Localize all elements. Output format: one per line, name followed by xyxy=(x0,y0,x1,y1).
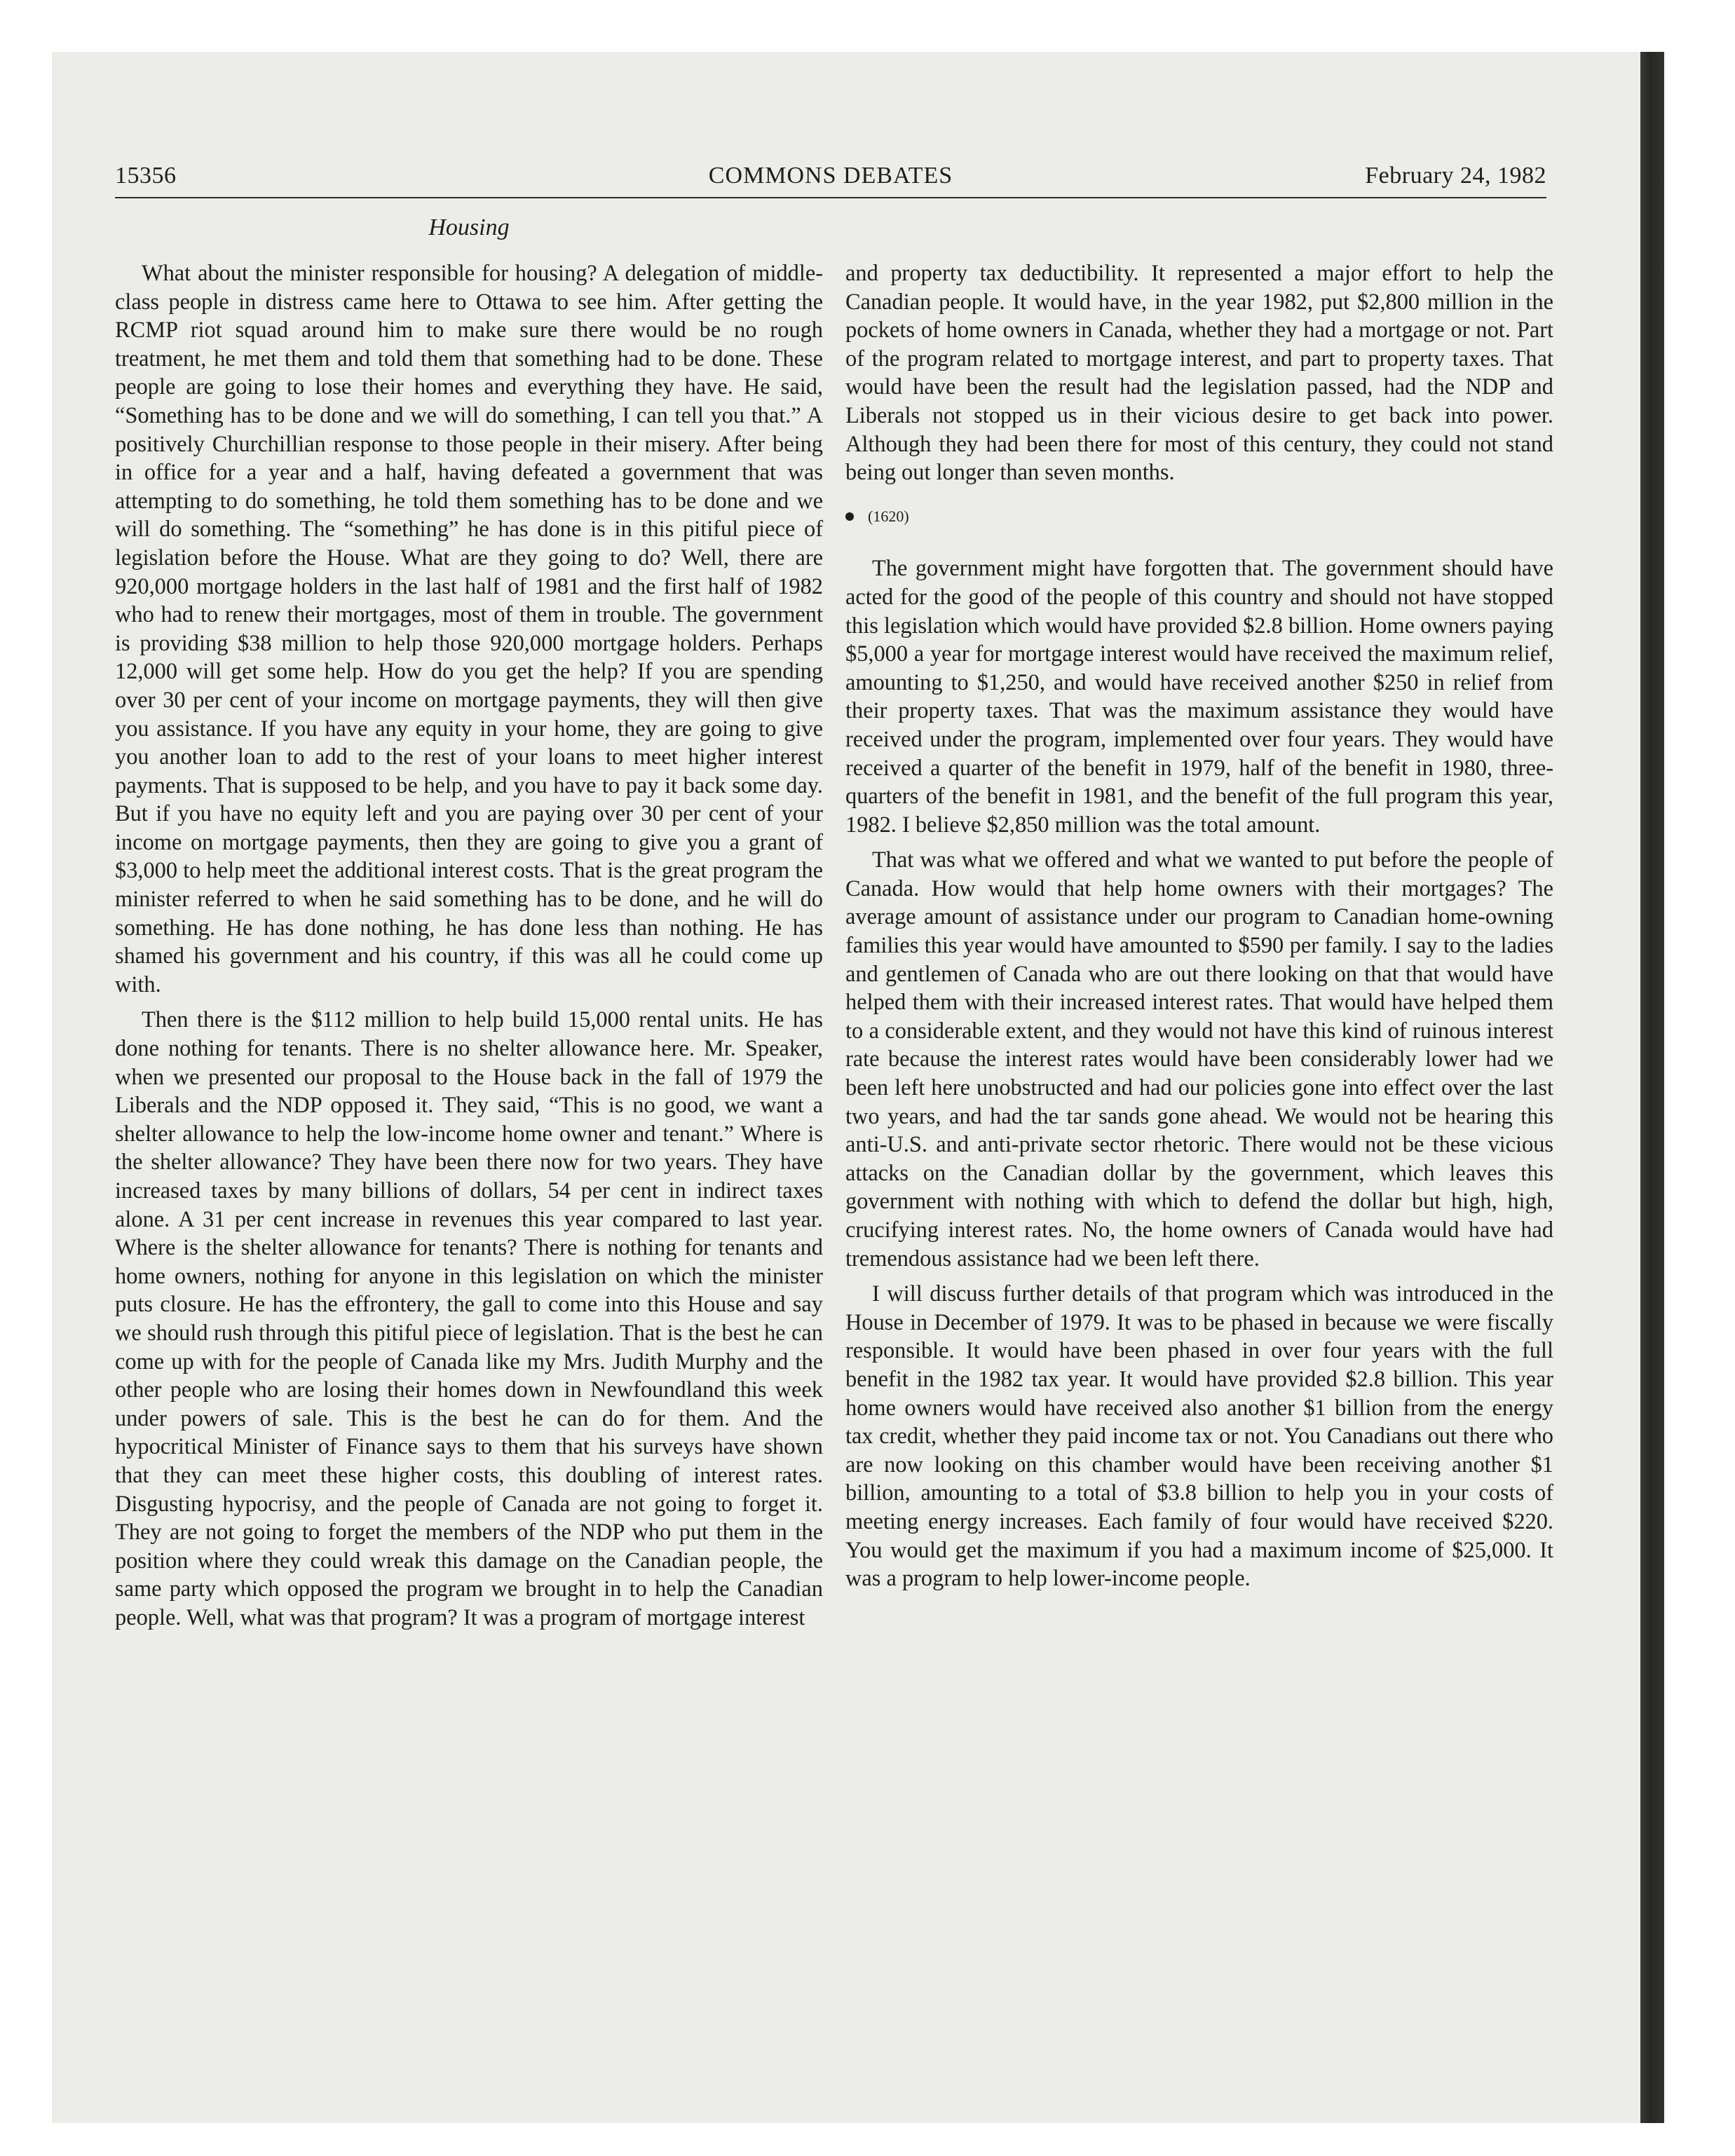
section-heading: Housing xyxy=(428,214,510,240)
paragraph-continuation: and property tax deductibility. It represented a major effort to help the Canadian people. It would have, in the year 1982, put $2,800 million in the pockets of home owners in Canada, whether they had a mortgage or not. Part of the program related to mortgage interest, and part to property taxes. That would have been the result had the legislation passed, had the NDP and Liberals not stopped us in their vicious desire to get back into power. Although they had been there for most of this century, they could not stand being out longer than seven months. xyxy=(845,261,1553,486)
right-column xyxy=(845,259,1553,1600)
timestamp-marker xyxy=(845,503,1553,531)
left-column xyxy=(115,259,823,1639)
page-header xyxy=(115,163,1546,198)
page-number: 15356 xyxy=(115,163,177,189)
paragraph: The government might have forgotten that. The government should have acted for the good of the people of this country and should not have stopped this legislation which would have provided $2.8 billion. Home owners paying $5,000 a year for mortgage interest would have received the maximum relief, amounting to $1,250, and would have received another $250 in relief from their property taxes. That was the maximum assistance they would have received under the program, implemented over four years. They would have received a quarter of the benefit in 1979, half of the benefit in 1980, three-quarters of the benefit in 1981, and the benefit of the full program this year, 1982. I believe $2,850 million was the total amount. xyxy=(845,556,1553,838)
publication-date: February 24, 1982 xyxy=(1365,163,1546,189)
paragraph: What about the minister responsible for housing? A delegation of middle-class people in distress came here to Ottawa to see him. After getting the RCMP riot squad around him to make sure there would be no rough treatment, he met them and told them that something had to be done. These people are going to lose their homes and everything they have. He said, “Something has to be done and we will do something, I can tell you that.” A positively Churchillian response to those people in their misery. After being in office for a year and a half, having defeated a government that was attempting to do something, he told them something has to be done and we will do something. The “something” he has done is in this pitiful piece of legislation before the House. What are they going to do? Well, there are 920,000 mortgage holders in the last half of 1981 and the first half of 1982 who had to renew their mortgages, most of them in trouble. The government is providing $38 million to help those 920,000 mortgage holders. Perhaps 12,000 will get some help. How do you get the help? If you are spending over 30 per cent of your income on mortgage payments, they will then give you assistance. If you have any equity in your home, they are going to give you another loan to add to the rest of your loans to meet higher interest payments. That is supposed to be help, and you have to pay it back some day. But if you have no equity left and you are paying over 30 per cent of your income on mortgage payments, then they are going to give you a grant of $3,000 to help meet the additional interest costs. That is the great program the minister referred to when he said something has to be done, and he will do something. He has done nothing, he has done less than nothing. He has shamed his government and his country, if this was all he could come up with. xyxy=(115,261,823,997)
paragraph: I will discuss further details of that program which was introduced in the House in December of 1979. It was to be phased in because we were fiscally responsible. It would have been phased in over four years with the full benefit in the 1982 tax year. It would have provided $2.8 billion. This year home owners would have received also another $1 billion from the energy tax credit, whether they paid income tax or not. You Canadians out there who are now looking on this chamber would have been receiving another $1 billion, amounting to a total of $3.8 billion to help you in your costs of meeting energy increases. Each family of four would have received $220. You would get the maximum if you had a maximum income of $25,000. It was a program to help lower-income people. xyxy=(845,1281,1553,1592)
publication-title: COMMONS DEBATES xyxy=(708,163,953,189)
timestamp-text: (1620) xyxy=(868,507,909,525)
paragraph: Then there is the $112 million to help build 15,000 rental units. He has done nothing for tenants. There is no shelter allowance here. Mr. Speaker, when we presented our proposal to the House back in the fall of 1979 the Liberals and the NDP opposed it. They said, “This is no good, we want a shelter allowance to help the low-income home owner and tenant.” Where is the shelter allowance? They have been there now for two years. They have increased taxes by many billions of dollars, 54 per cent in indirect taxes alone. A 31 per cent increase in revenues this year compared to last year. Where is the shelter allowance for tenants? There is nothing for tenants and home owners, nothing for anyone in this legislation on which the minister puts closure. He has the effrontery, the gall to come into this House and say we should rush through this pitiful piece of legislation. That is the best he can come up with for the people of Canada like my Mrs. Judith Murphy and the other people who are losing their homes down in Newfoundland this week under powers of sale. This is the best he can do for them. And the hypocritical Minister of Finance says to them that his surveys have shown that they can meet these higher costs, this doubling of interest rates. Disgusting hypocrisy, and the people of Canada are not going to forget it. They are not going to forget the members of the NDP who put them in the position where they could wreak this damage on the Canadian people, the same party which opposed the program we brought in to help the Canadian people. Well, what was that program? It was a program of mortgage interest xyxy=(115,1007,823,1630)
header-rule xyxy=(115,197,1546,198)
paragraph: That was what we offered and what we wanted to put before the people of Canada. How would that help home owners with their mortgages? The average amount of assistance under our program to Canadian home-owning families this year would have amounted to $590 per family. I say to the ladies and gentlemen of Canada who are out there looking on that that would have helped them with their increased interest rates. That would have helped them to a considerable extent, and they would not have this kind of ruinous interest rate because the interest rates would have been considerably lower had we been left here unobstructed and had our policies gone into effect over the last two years, and had the tar sands gone ahead. We would not be hearing this anti-U.S. and anti-private sector rhetoric. There would not be these vicious attacks on the Canadian dollar by the government, which leaves this government with nothing with which to defend the dollar but high, high, crucifying interest rates. No, the home owners of Canada would have had tremendous assistance had we been left there. xyxy=(845,847,1553,1271)
bullet-icon xyxy=(845,512,854,521)
scan-edge-shadow xyxy=(1640,52,1664,2123)
